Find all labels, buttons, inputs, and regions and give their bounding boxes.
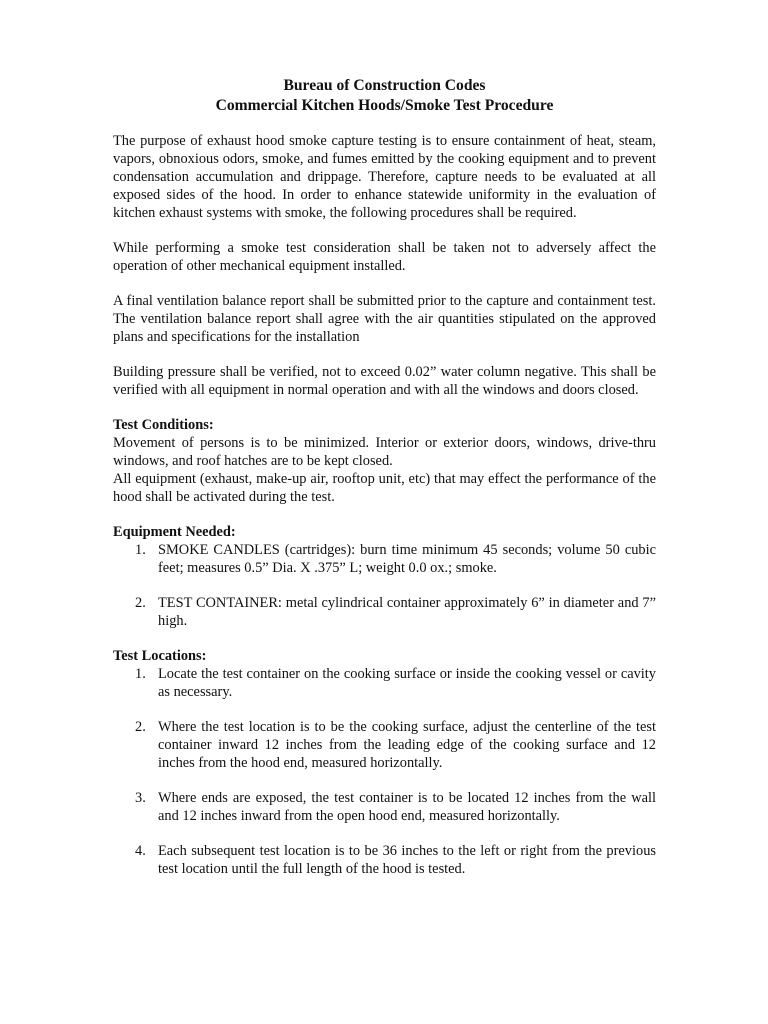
paragraph-building-pressure: Building pressure shall be verified, not to exceed 0.02” water column negative. This shall be verified with all equipment in normal operation and with all the windows and doors closed. (113, 364, 656, 398)
test-locations-list (113, 665, 656, 878)
list-item (113, 665, 656, 701)
list-item-text: Where ends are exposed, the test container is to be located 12 inches from the wall and 12 inches inward from the open hood end, measured horizontally. (158, 790, 656, 824)
test-conditions-line-2: All equipment (exhaust, make-up air, rooftop unit, etc) that may effect the performance of the hood shall be activated during the test. (113, 471, 656, 505)
test-conditions-section (113, 416, 656, 506)
list-item-text: TEST CONTAINER: metal cylindrical container approximately 6” in diameter and 7” high. (158, 595, 656, 629)
paragraph-smoke-test-consideration: While performing a smoke test consideration shall be taken not to adversely affect the operation of other mechanical equipment installed. (113, 240, 656, 274)
paragraph-purpose: The purpose of exhaust hood smoke capture testing is to ensure containment of heat, steam, vapors, obnoxious odors, smoke, and fumes emitted by the cooking equipment and to prevent condensation accumulation and drippage. Therefore, capture needs to be evaluated at all exposed sides of the hood. In order to enhance statewide uniformity in the evaluation of kitchen exhaust systems with smoke, the following procedures shall be required. (113, 133, 656, 221)
list-number: 1. (135, 666, 146, 682)
test-locations-heading: Test Locations: (113, 648, 207, 664)
list-item-text: Each subsequent test location is to be 36 inches to the left or right from the previous test location until the full length of the hood is tested. (158, 843, 656, 877)
equipment-needed-heading: Equipment Needed: (113, 524, 236, 540)
test-conditions-line-1: Movement of persons is to be minimized. Interior or exterior doors, windows, drive-thru windows, and roof hatches are to be kept closed. (113, 435, 656, 469)
list-item (113, 541, 656, 577)
list-number: 1. (135, 542, 146, 558)
list-item-text: Where the test location is to be the cooking surface, adjust the centerline of the test container inward 12 inches from the leading edge of the cooking surface and 12 inches from the hood end, measured horizontally. (158, 719, 656, 771)
equipment-list (113, 541, 656, 630)
test-locations-section (113, 647, 656, 878)
list-item-text: Locate the test container on the cooking surface or inside the cooking vessel or cavity as necessary. (158, 666, 656, 700)
list-number: 4. (135, 843, 146, 859)
list-item (113, 594, 656, 630)
document-subtitle: Commercial Kitchen Hoods/Smoke Test Procedure (215, 97, 554, 114)
list-item (113, 842, 656, 878)
list-number: 3. (135, 790, 146, 806)
document-title: Bureau of Construction Codes (283, 77, 486, 94)
list-item (113, 718, 656, 772)
list-item-text: SMOKE CANDLES (cartridges): burn time minimum 45 seconds; volume 50 cubic feet; measures 0.5” Dia. X .375” L; weight 0.0 ox.; smoke. (158, 542, 656, 576)
title-block (113, 76, 656, 116)
paragraph-ventilation-report: A final ventilation balance report shall be submitted prior to the capture and containment test. The ventilation balance report shall agree with the air quantities stipulated on the approved plans and specifications for the installation (113, 293, 656, 345)
test-conditions-heading: Test Conditions: (113, 417, 214, 433)
equipment-needed-section (113, 523, 656, 630)
list-number: 2. (135, 595, 146, 611)
list-item (113, 789, 656, 825)
list-number: 2. (135, 719, 146, 735)
